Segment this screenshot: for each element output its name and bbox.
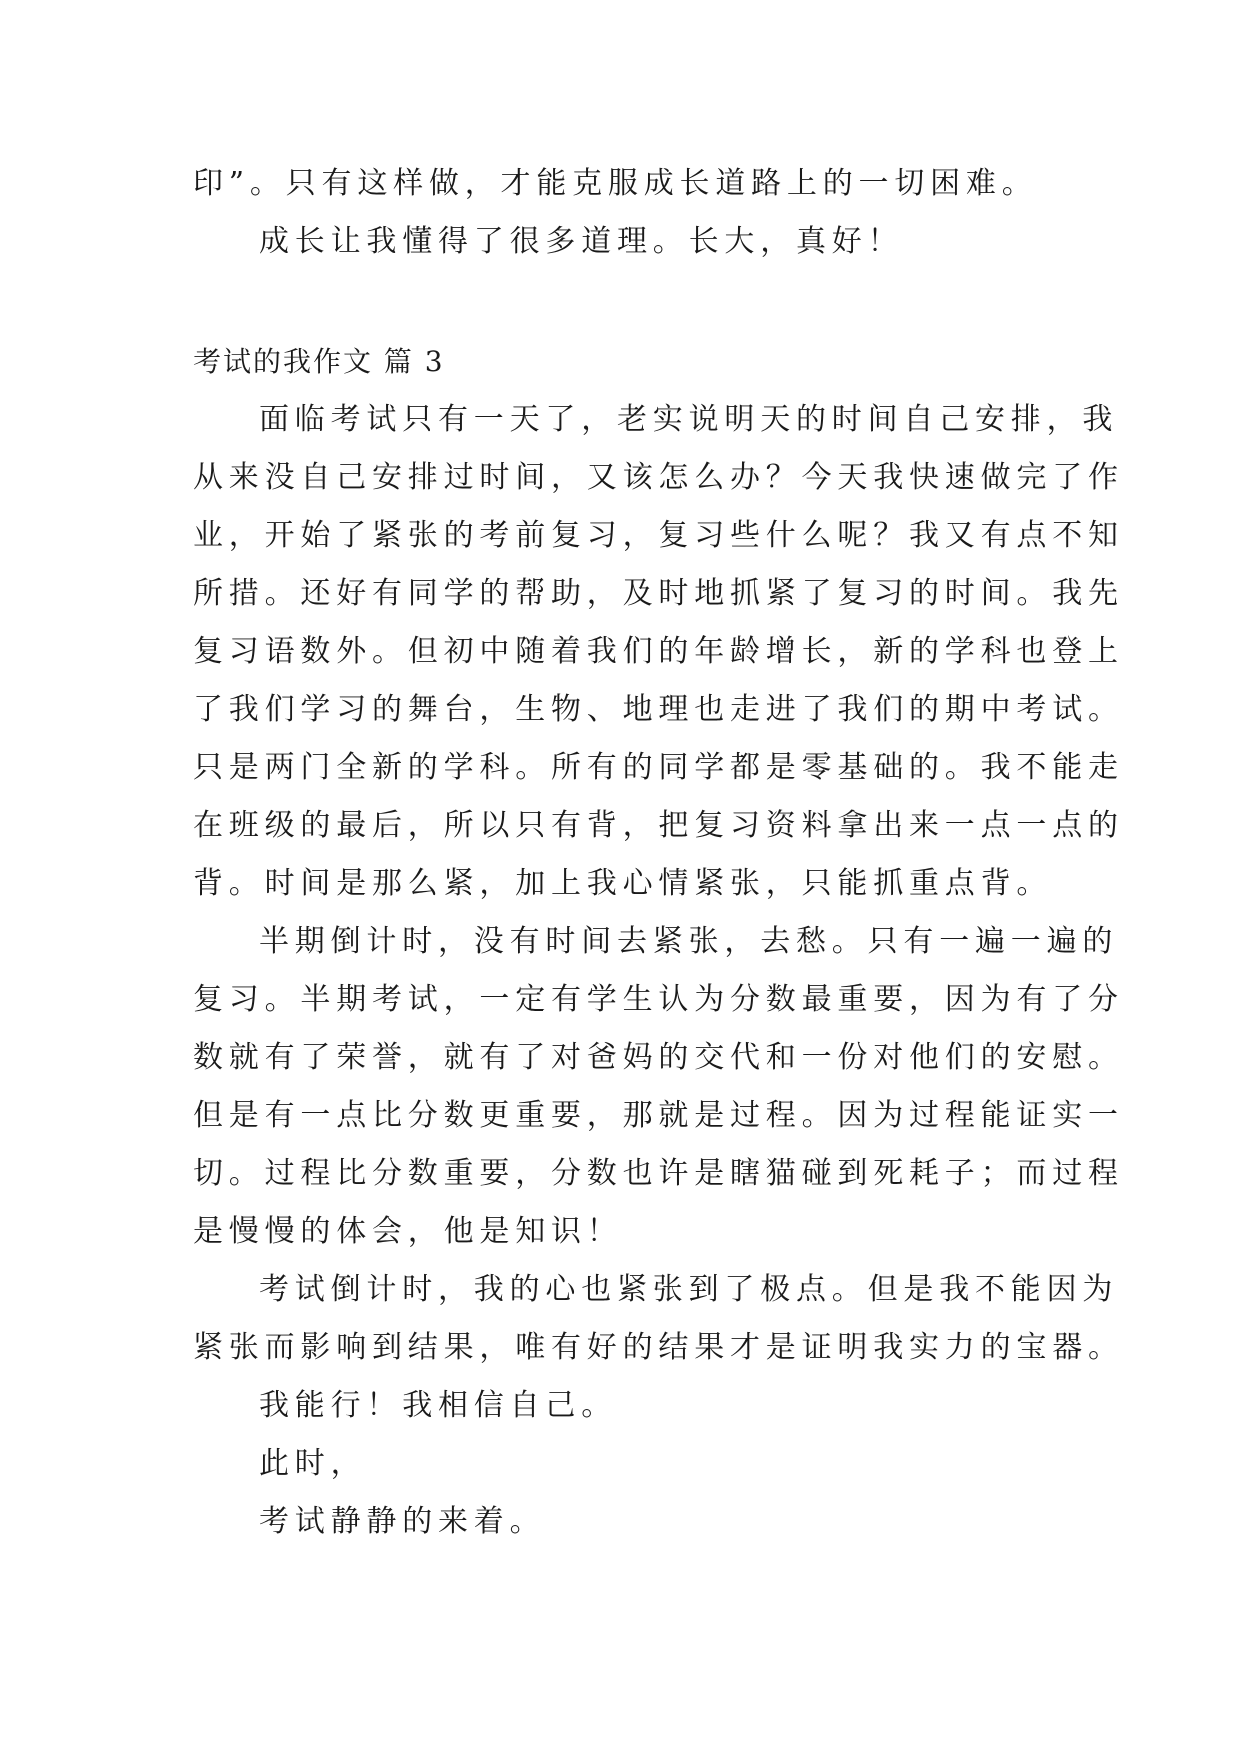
text-line: 只是两门全新的学科。所有的同学都是零基础的。我不能走 [193,750,1124,785]
text-line: 半期倒计时，没有时间去紧张，去愁。只有一遍一遍的 [259,924,1119,959]
text-line: 在班级的最后，所以只有背，把复习资料拿出来一点一点的 [193,808,1124,843]
text-line: 紧张而影响到结果，唯有好的结果才是证明我实力的宝器。 [193,1330,1124,1365]
text-line: 背。时间是那么紧，加上我心情紧张，只能抓重点背。 [193,866,1053,901]
text-line: 考试倒计时，我的心也紧张到了极点。但是我不能因为 [259,1272,1119,1307]
text-line: 复习。半期考试，一定有学生认为分数最重要，因为有了分 [193,982,1124,1017]
text-line: 印”。只有这样做，才能克服成长道路上的一切困难。 [193,166,1038,201]
text-line: 我能行！我相信自己。 [259,1388,617,1423]
text-line: 但是有一点比分数更重要，那就是过程。因为过程能证实一 [193,1098,1124,1133]
section-heading: 考试的我作文 篇 3 [193,345,445,378]
text-line: 此时， [259,1446,367,1481]
text-line: 是慢慢的体会，他是知识！ [193,1214,623,1249]
text-line: 切。过程比分数重要，分数也许是瞎猫碰到死耗子；而过程 [193,1156,1124,1191]
text-line: 成长让我懂得了很多道理。长大，真好！ [259,224,904,259]
text-line: 从来没自己安排过时间，又该怎么办？今天我快速做完了作 [193,460,1124,495]
text-line: 数就有了荣誉，就有了对爸妈的交代和一份对他们的安慰。 [193,1040,1124,1075]
text-line: 面临考试只有一天了，老实说明天的时间自己安排，我 [259,402,1119,437]
text-line: 所措。还好有同学的帮助，及时地抓紧了复习的时间。我先 [193,576,1124,611]
text-line: 业，开始了紧张的考前复习，复习些什么呢？我又有点不知 [193,518,1124,553]
text-line: 了我们学习的舞台，生物、地理也走进了我们的期中考试。 [193,692,1124,727]
text-line: 考试静静的来着。 [259,1504,546,1539]
text-line: 复习语数外。但初中随着我们的年龄增长，新的学科也登上 [193,634,1124,669]
